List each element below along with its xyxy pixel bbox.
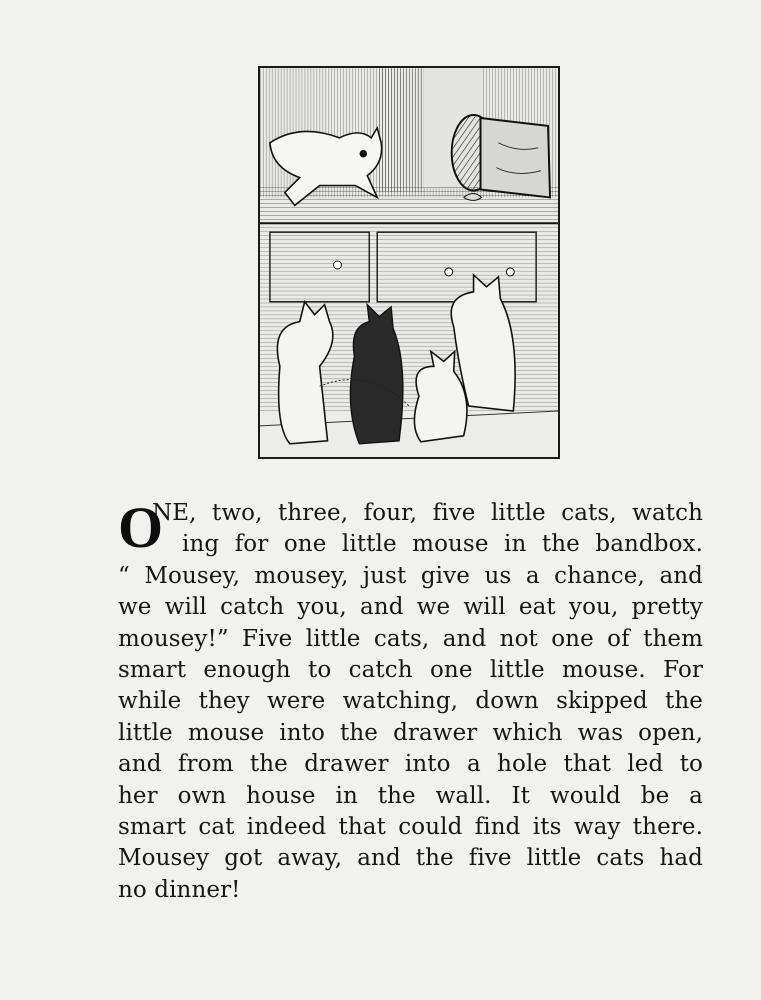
story-line: we will catch you, and we will eat you, pretty xyxy=(118,594,703,621)
story-line: little mouse into the drawer which was open, xyxy=(118,719,703,746)
drop-cap-letter: O xyxy=(118,495,164,560)
story-line: Mousey got away, and the five little cats had xyxy=(118,845,703,872)
cats-engraving-illustration xyxy=(258,66,560,459)
story-line: smart enough to catch one little mouse. For xyxy=(118,656,703,683)
engraving-drawing xyxy=(260,68,558,457)
story-line: and from the drawer into a hole that led to xyxy=(118,751,703,778)
story-paragraph xyxy=(118,495,703,906)
story-line: “ Mousey, mousey, just give us a chance, and xyxy=(118,562,703,589)
story-line: smart cat indeed that could find its way there. xyxy=(118,813,703,840)
story-line: NE, two, three, four, five little cats, watch xyxy=(152,500,703,526)
story-line: her own house in the wall. It would be a xyxy=(118,782,703,809)
story-line: while they were watching, down skipped the xyxy=(118,688,703,715)
story-line: no dinner! xyxy=(118,876,241,903)
story-line: mousey!” Five little cats, and not one of them xyxy=(118,625,703,652)
story-line: ing for one little mouse in the bandbox. xyxy=(182,531,703,558)
